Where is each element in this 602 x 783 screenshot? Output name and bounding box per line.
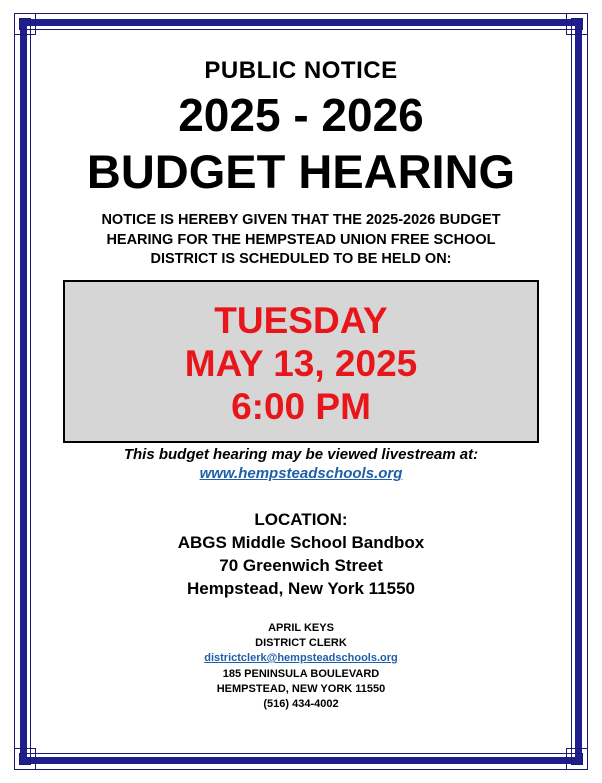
contact-title: DISTRICT CLERK xyxy=(255,637,347,649)
livestream-link[interactable]: www.hempsteadschools.org xyxy=(199,465,403,482)
event-day: TUESDAY xyxy=(214,300,388,341)
date-box xyxy=(63,280,539,443)
intro-text xyxy=(60,211,542,270)
intro-line: DISTRICT IS SCHEDULED TO BE HELD ON: xyxy=(150,251,452,267)
location-city: Hempstead, New York 11550 xyxy=(186,579,416,598)
corner-ornament-bottom-left xyxy=(14,748,36,770)
location-venue: ABGS Middle School Bandbox xyxy=(177,533,425,552)
page-title: BUDGET HEARING xyxy=(86,145,516,198)
contact-email-link[interactable]: districtclerk@hempsteadschools.org xyxy=(204,652,398,664)
contact-name: APRIL KEYS xyxy=(268,622,334,634)
location-street: 70 Greenwich Street xyxy=(219,556,383,575)
contact-phone: (516) 434-4002 xyxy=(263,698,339,710)
event-date: MAY 13, 2025 xyxy=(184,343,418,384)
location-label: LOCATION: xyxy=(254,510,348,529)
intro-line: HEARING FOR THE HEMPSTEAD UNION FREE SCHOOL xyxy=(106,231,496,248)
year-range: 2025 - 2026 xyxy=(178,89,424,141)
notice-label: PUBLIC NOTICE xyxy=(204,57,398,84)
corner-ornament-top-right xyxy=(566,13,588,35)
corner-ornament-top-left xyxy=(14,13,36,35)
intro-line: NOTICE IS HEREBY GIVEN THAT THE 2025-2026 BUDGET xyxy=(101,212,501,228)
contact-address-line2: HEMPSTEAD, NEW YORK 11550 xyxy=(216,683,386,695)
livestream-note: This budget hearing may be viewed livestream at: xyxy=(123,446,479,463)
event-time: 6:00 PM xyxy=(231,386,371,427)
contact-address-line1: 185 PENINSULA BOULEVARD xyxy=(222,668,380,680)
corner-ornament-bottom-right xyxy=(566,748,588,770)
